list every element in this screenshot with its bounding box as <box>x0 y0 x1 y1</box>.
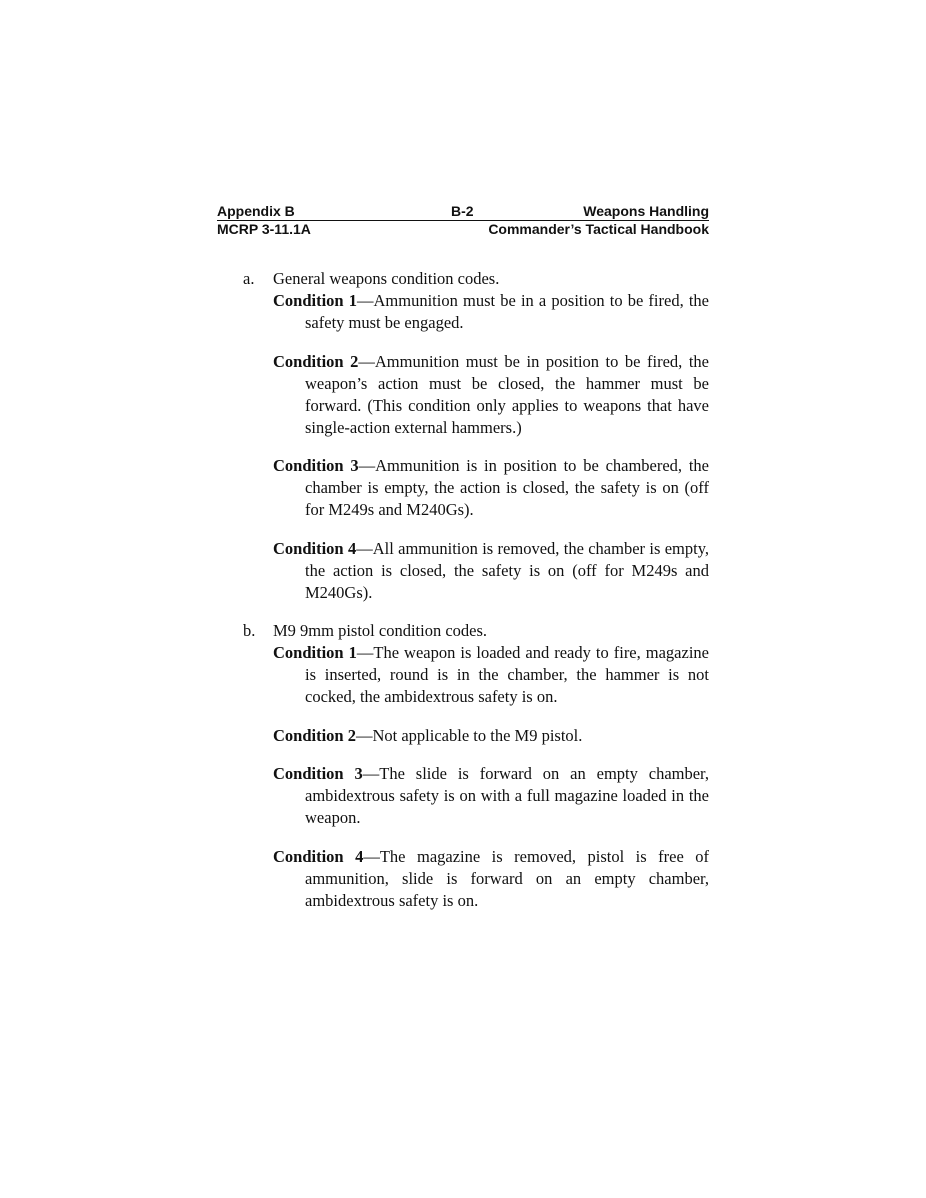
condition-label: Condition 1 <box>273 291 358 310</box>
condition-text: —All ammunition is removed, the chamber is empty, the action is closed, the safety is on (off for M249s and M240Gs). <box>305 538 709 602</box>
chapter-title: Weapons Handling <box>583 203 709 219</box>
condition-label: Condition 2 <box>273 351 359 371</box>
page-body <box>217 268 709 928</box>
condition-text: —The magazine is removed, pistol is free of ammunition, slide is forward on an empty chamber, ambidextrous safety is on. <box>305 846 710 910</box>
condition-item <box>217 725 709 747</box>
condition-label: Condition 3 <box>273 456 359 475</box>
publication-number: MCRP 3-11.1A <box>217 221 311 237</box>
page-header <box>217 203 709 238</box>
condition-item <box>217 846 709 912</box>
condition-text: —The slide is forward on an empty chamber, ambidextrous safety is on with a full magazine loaded in the weapon. <box>305 764 710 827</box>
condition-item <box>217 763 709 829</box>
condition-text: —Ammunition must be in position to be fired, the weapon’s action must be closed, the hammer must be forward. (This condition only applies to weapons that have single-action external hammers.) <box>305 351 709 437</box>
section-a-heading <box>217 268 709 290</box>
condition-label: Condition 2 <box>273 725 356 745</box>
condition-text: —Ammunition must be in a position to be fired, the safety must be engaged. <box>305 291 710 332</box>
condition-item <box>217 642 709 708</box>
condition-text: —The weapon is loaded and ready to fire, magazine is inserted, round is in the chamber, the hammer is not cocked, the ambidextrous safety is on. <box>305 643 709 706</box>
page-number: B-2 <box>451 203 474 219</box>
section-marker: a. <box>243 269 255 288</box>
condition-text: —Ammunition is in position to be chambered, the chamber is empty, the action is closed, the safety is on (off for M249s and M240Gs). <box>305 456 709 519</box>
condition-label: Condition 1 <box>273 643 357 662</box>
header-row-top <box>217 203 709 221</box>
condition-label: Condition 4 <box>273 538 357 558</box>
section-b-heading <box>217 620 709 642</box>
condition-text: —Not applicable to the M9 pistol. <box>355 725 583 745</box>
condition-label: Condition 4 <box>273 846 364 866</box>
condition-item <box>217 290 709 334</box>
publication-title: Commander’s Tactical Handbook <box>488 221 709 237</box>
section-title: General weapons condition codes. <box>273 269 500 288</box>
condition-item <box>217 538 709 604</box>
section-marker: b. <box>243 621 256 640</box>
condition-item <box>217 351 709 439</box>
section-title: M9 9mm pistol condition codes. <box>273 621 488 640</box>
appendix-label: Appendix B <box>217 203 295 219</box>
condition-item <box>217 455 709 521</box>
condition-label: Condition 3 <box>273 764 363 783</box>
header-row-bottom <box>217 221 709 238</box>
